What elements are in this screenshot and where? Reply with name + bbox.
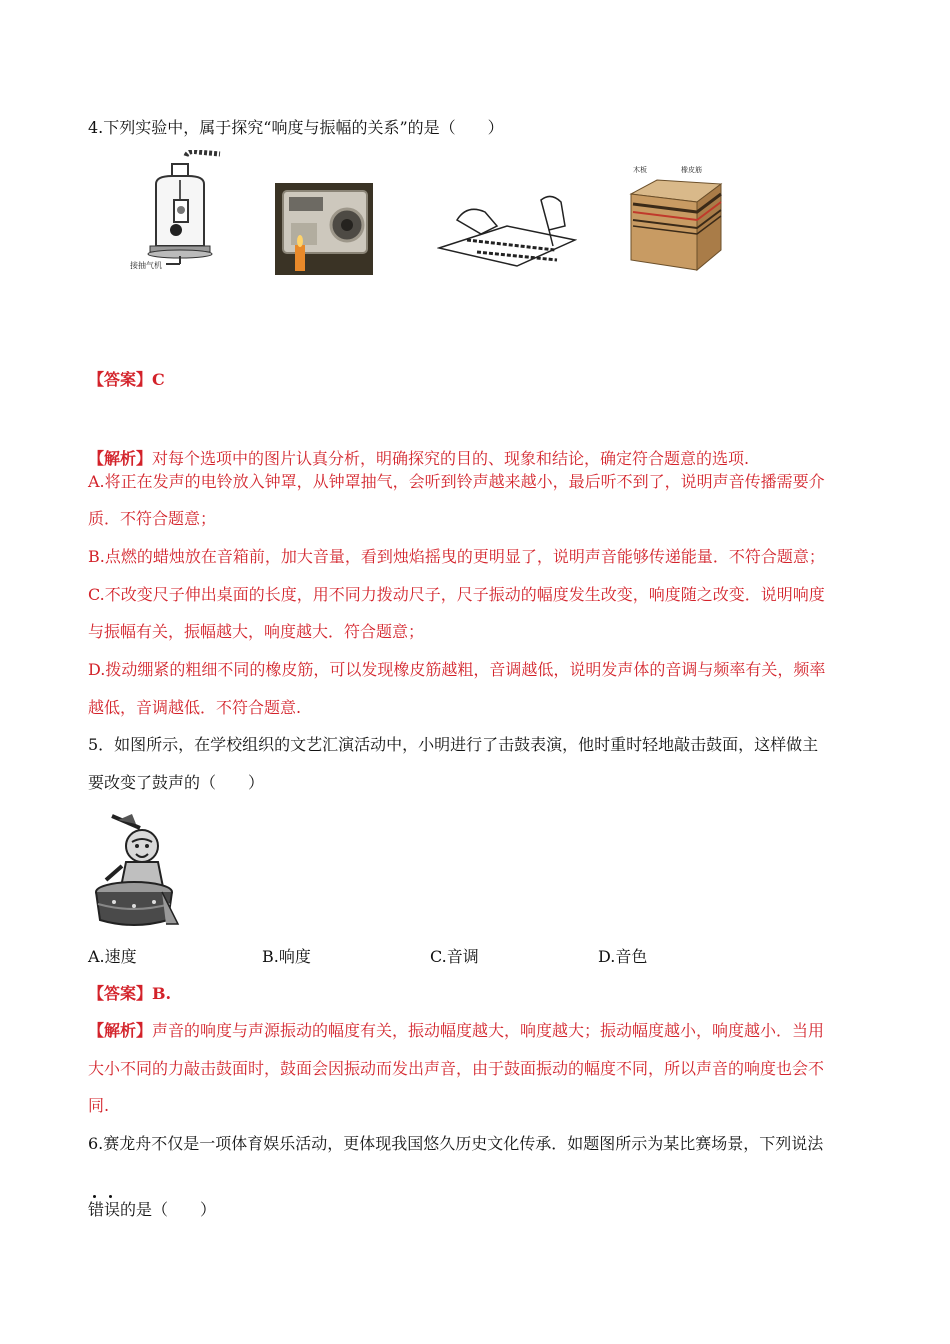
emphasis-dot [109, 1195, 112, 1198]
q4-option-d-line2: 越低，音调越低．不符合题意. [88, 698, 302, 717]
rubber-band-box-figure [627, 162, 725, 274]
q5-analysis-tag: 【解析】 [88, 1021, 153, 1040]
q5-option-c: C.音调 [430, 947, 479, 966]
q5-analysis-line2: 大小不同的力敲击鼓面时，鼓面会因振动而发出声音，由于鼓面振动的幅度不同，所以声音的响度也会不 [88, 1059, 825, 1078]
drummer-figure [92, 806, 184, 930]
q4-stem: 4.下列实验中，属于探究“响度与振幅的关系”的是（ ） [88, 118, 504, 137]
q4-option-b: B.点燃的蜡烛放在音箱前，加大音量，看到烛焰摇曳的更明显了，说明声音能够传递能量．不符合题意； [88, 547, 825, 566]
speaker-candle-figure [275, 183, 373, 275]
emphasis-dot [93, 1195, 96, 1198]
q6-stem-line1: 6.赛龙舟不仅是一项体育娱乐活动，更体现我国悠久历史文化传承．如题图所示为某比赛场景，下列说法 [88, 1134, 824, 1153]
q5-stem-line2: 要改变了鼓声的（ ） [88, 773, 265, 792]
q4-analysis-text: 对每个选项中的图片认真分析，明确探究的目的、现象和结论，确定符合题意的选项. [152, 449, 750, 468]
q5-option-d: D.音色 [598, 947, 648, 966]
q4-option-c-line1: C.不改变尺子伸出桌面的长度，用不同力拨动尺子，尺子振动的幅度发生改变，响度随之改变．说明响度 [88, 585, 825, 604]
bell-jar-figure [128, 150, 228, 275]
q5-option-a: A.速度 [88, 947, 137, 966]
rubber-band-label: 橡皮筋 [681, 166, 702, 174]
q5-analysis-line1 [88, 1021, 824, 1041]
ruler-pluck-figure [437, 190, 577, 272]
q4-answer: 【答案】C [88, 370, 165, 389]
q4-analysis-tag: 【解析】 [88, 449, 153, 468]
q5-analysis-line3: 同. [88, 1096, 110, 1115]
q4-option-a-line2: 质．不符合题意； [88, 509, 217, 528]
q6-stem-line2: 错误的是（ ） [88, 1200, 217, 1219]
q4-option-c-line2: 与振幅有关，振幅越大，响度越大．符合题意； [88, 622, 425, 641]
q5-stem-line1: 5．如图所示，在学校组织的文艺汇演活动中，小明进行了击鼓表演，他时重时轻地敲击鼓面，这样做主 [88, 735, 819, 754]
q4-option-d-line1: D.拨动绷紧的粗细不同的橡皮筋，可以发现橡皮筋越粗，音调越低，说明发声体的音调与频率有关，频率 [88, 660, 826, 679]
vacuum-pump-label: 接抽气机 [130, 261, 162, 270]
q4-option-a-line1: A.将正在发声的电铃放入钟罩，从钟罩抽气，会听到铃声越来越小，最后听不到了，说明声音传播需要介 [88, 472, 825, 491]
q5-analysis-text: 声音的响度与声源振动的幅度有关，振动幅度越大，响度越大；振动幅度越小，响度越小．当用 [152, 1021, 825, 1040]
q5-answer: 【答案】B. [88, 984, 172, 1003]
q5-option-b: B.响度 [262, 947, 311, 966]
q4-analysis [88, 449, 749, 469]
board-label: 木板 [633, 166, 647, 174]
